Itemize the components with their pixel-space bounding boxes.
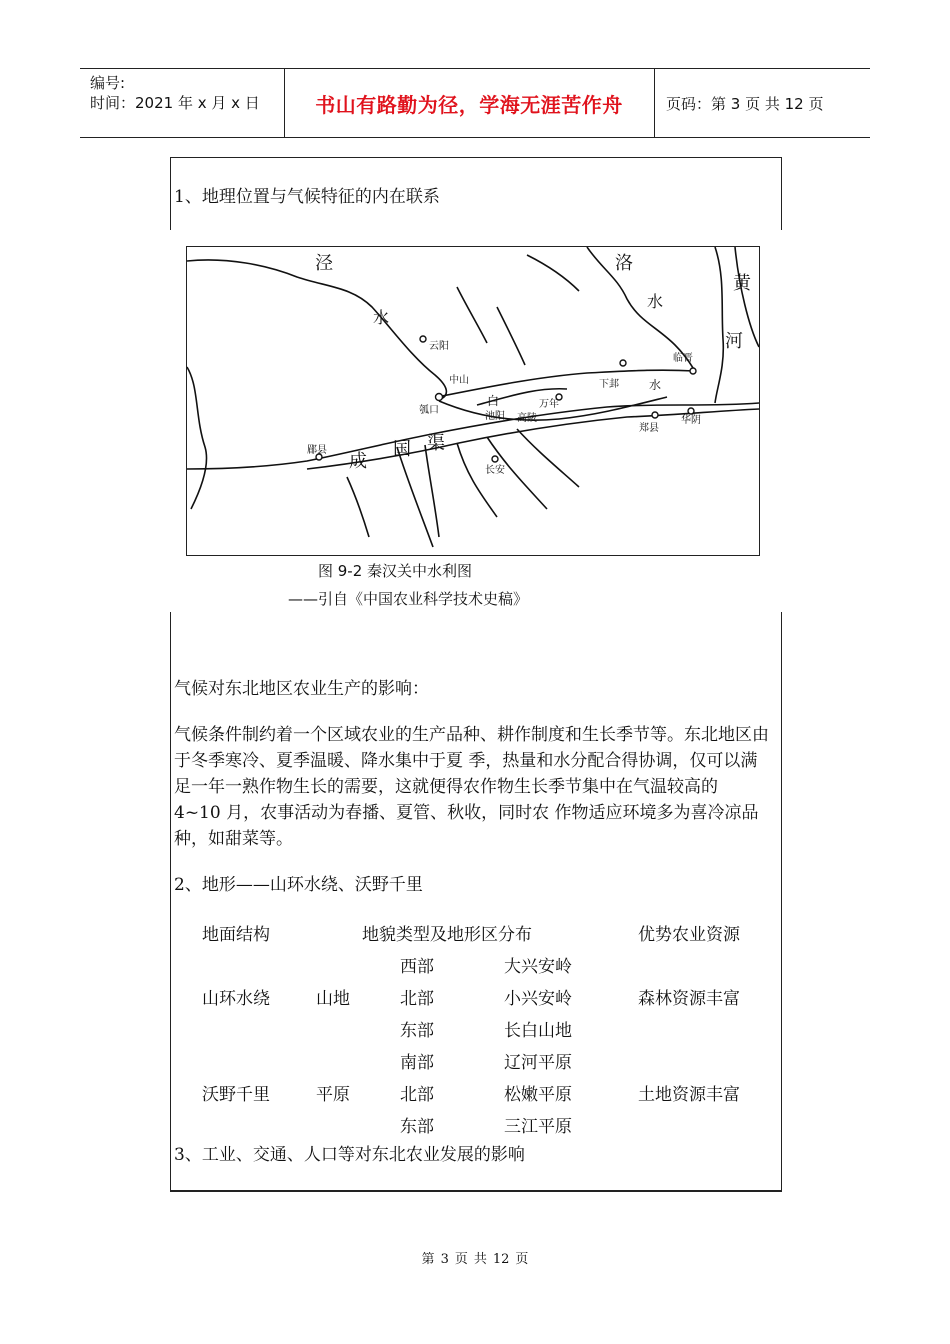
cell-region: 三江平原 — [504, 1117, 572, 1137]
cell-direction: 西部 — [400, 957, 434, 977]
cell-region: 长白山地 — [504, 1021, 572, 1041]
header-structure: 地面结构 — [202, 925, 270, 945]
south-trib-2 — [425, 445, 439, 537]
motto: 书山有路勤为径，学海无涯苦作舟 — [315, 92, 623, 117]
label-huayin: 华阴 — [681, 415, 701, 426]
label-hukou: 瓠口 — [419, 405, 439, 416]
label-jing: 泾 — [315, 253, 333, 274]
label-yunyang: 云阳 — [429, 341, 449, 352]
label-he: 河 — [725, 331, 743, 352]
label-jing-shui: 水 — [373, 308, 390, 327]
cell-resource: 森林资源丰富 — [638, 989, 740, 1009]
town-hukou — [436, 394, 443, 401]
page-header — [80, 68, 870, 138]
cell-direction: 北部 — [400, 989, 434, 1009]
footer-ye2: 页 — [515, 1252, 529, 1267]
date-label: 时间：2021 年 x 月 x 日 — [90, 94, 260, 112]
label-changan: 长安 — [485, 465, 505, 476]
header-meta — [80, 69, 285, 137]
label-huang: 黄 — [733, 273, 751, 294]
label-wannian: 万年 — [539, 399, 559, 410]
cell-direction: 东部 — [400, 1021, 434, 1041]
label-guo: 国 — [393, 439, 411, 460]
label-zhengxian: 郑县 — [639, 423, 659, 434]
footer-page: 3 — [440, 1252, 449, 1267]
luo-branch — [527, 255, 579, 291]
cell-region: 辽河平原 — [504, 1053, 572, 1073]
section3-title: 3、工业、交通、人口等对东北农业发展的影响 — [174, 1145, 525, 1165]
header-motto-cell — [284, 69, 655, 137]
cell-direction: 南部 — [400, 1053, 434, 1073]
section1-title: 1、地理位置与气候特征的内在联系 — [174, 187, 440, 207]
yellow-river — [715, 247, 723, 403]
qin-han-guanzhong-map — [186, 246, 760, 556]
footer-total: 12 — [492, 1252, 510, 1267]
cell-resource: 土地资源丰富 — [638, 1085, 740, 1105]
label-cheng: 成 — [349, 451, 367, 472]
page-info: 页码：第 3 页 共 12 页 — [666, 94, 824, 113]
label-bai: 白 — [487, 394, 500, 408]
cell-type: 山地 — [316, 989, 350, 1009]
figure-caption: 图 9-2 秦汉关中水利图 — [318, 562, 473, 580]
south-trib-3 — [457, 443, 497, 517]
cell-direction: 北部 — [400, 1085, 434, 1105]
number-label: 编号: — [90, 74, 126, 92]
header-page-cell — [654, 69, 870, 137]
label-wei-shui: 水 — [649, 378, 662, 392]
footer-di: 第 — [421, 1252, 435, 1267]
label-zhongshan: 中山 — [449, 375, 469, 386]
jing-tributary — [187, 367, 206, 509]
cell-type: 平原 — [316, 1085, 350, 1105]
jing-river — [187, 260, 446, 399]
label-luo: 洛 — [615, 253, 633, 274]
label-xiagui: 下邽 — [599, 379, 619, 390]
figure-source: ——引自《中国农业科学技术史稿》 — [288, 590, 529, 608]
label-luo-shui: 水 — [647, 292, 664, 311]
label-meixian: 郿县 — [307, 445, 327, 456]
footer-ye: 页 — [454, 1252, 468, 1267]
town-yunyang — [420, 336, 426, 342]
north-trib-1 — [497, 307, 525, 365]
cell-direction: 东部 — [400, 1117, 434, 1137]
label-linjin: 临晋 — [673, 353, 693, 364]
label-qu: 渠 — [427, 433, 445, 454]
climate-heading: 气候对东北地区农业生产的影响： — [174, 679, 429, 699]
cell-structure: 山环水绕 — [202, 989, 270, 1009]
header-resource: 优势农业资源 — [638, 925, 740, 945]
town-huayin — [688, 408, 694, 414]
town-linjin — [690, 368, 696, 374]
header-landform: 地貌类型及地形区分布 — [362, 925, 532, 945]
label-chiyang: 池阳 — [485, 411, 505, 422]
cell-region: 大兴安岭 — [504, 957, 572, 977]
south-trib-5 — [517, 429, 579, 487]
map-drawing — [187, 247, 759, 555]
section2-title: 2、地形——山环水绕、沃野千里 — [174, 875, 423, 895]
label-gaoling: 高陵 — [517, 413, 537, 424]
town-zhengxian — [652, 412, 658, 418]
page-footer — [0, 1248, 950, 1267]
town-changan — [492, 456, 498, 462]
cell-region: 松嫩平原 — [504, 1085, 572, 1105]
south-trib-6 — [347, 477, 369, 537]
climate-paragraph: 气候条件制约着一个区域农业的生产品种、耕作制度和生长季节等。东北地区由于冬季寒冷、夏季温暖、降水集中于夏 季，热量和水分配合得协调，仅可以满足一年一熟作物生长的需要，这就便得农作物生长季节集中在气温较高的 4~10 月，农事活动为春播、夏管、秋收，同时农 作物适应环境多为喜冷凉品种，如甜菜等。 — [174, 725, 769, 849]
town-xiagui — [620, 360, 626, 366]
cell-structure: 沃野千里 — [202, 1085, 270, 1105]
north-trib-2 — [457, 287, 487, 343]
footer-gong: 共 — [473, 1252, 487, 1267]
cell-region: 小兴安岭 — [504, 989, 572, 1009]
